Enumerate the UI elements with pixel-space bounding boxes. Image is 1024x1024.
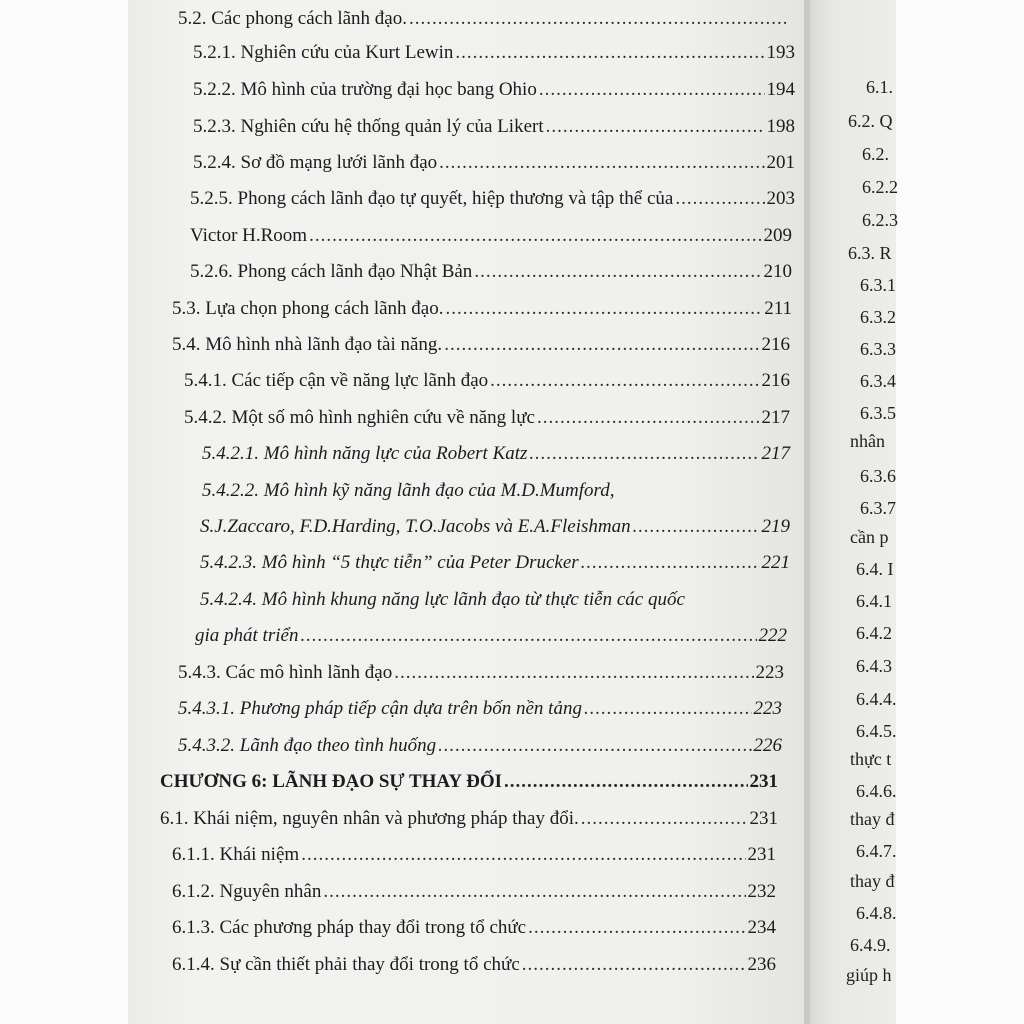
side-entry: cần p [850, 527, 889, 547]
side-entry: 6.2.3 [862, 210, 898, 230]
toc-entry: 5.4.1. Các tiếp cận về năng lực lãnh đạo ..... 216 [184, 370, 790, 392]
toc-entry: 5.2.5. Phong cách lãnh đạo tự quyết, hiệp thương và tập thể của ..... 203 [190, 188, 795, 210]
side-entry: thay đ [850, 809, 895, 829]
side-entry: 6.3.7 [860, 498, 896, 518]
side-entry: 6.4.9. [850, 935, 891, 955]
toc-entry: 6.1.3. Các phương pháp thay đổi trong tổ chức ..... 234 [172, 917, 776, 939]
side-entry: nhân [850, 431, 885, 451]
side-entry: 6.3.4 [860, 371, 896, 391]
right-background [896, 0, 1024, 1024]
toc-entry: 5.4.2.2. Mô hình kỹ năng lãnh đạo của M.D.Mumford, [202, 480, 615, 501]
side-entry: 6.1. [866, 77, 893, 97]
toc-entry: 5.4. Mô hình nhà lãnh đạo tài năng. ..... 216 [172, 334, 790, 356]
side-entry: 6.4.7. [856, 841, 897, 861]
left-background [0, 0, 128, 1024]
side-entry: 6.3.6 [860, 466, 896, 486]
toc-entry: 5.4.2.4. Mô hình khung năng lực lãnh đạo từ thực tiễn các quốc [200, 589, 685, 610]
side-entry: 6.3.2 [860, 307, 896, 327]
toc-entry: 5.2.6. Phong cách lãnh đạo Nhật Bản ..... 210 [190, 261, 792, 283]
side-entry: thực t [850, 749, 892, 769]
toc-entry: 5.2.1. Nghiên cứu của Kurt Lewin ..... 193 [193, 42, 795, 64]
toc-entry: gia phát triển ..... 222 [195, 625, 787, 647]
toc-entry: 5.3. Lựa chọn phong cách lãnh đạo. ..... 211 [172, 298, 792, 320]
side-entry: 6.4.1 [856, 591, 892, 611]
book-gutter [804, 0, 810, 1024]
toc-entry: 5.2. Các phong cách lãnh đạo. ..... [178, 8, 788, 30]
toc-entry: 5.4.3.1. Phương pháp tiếp cận dựa trên bốn nền tảng ..... 223 [178, 698, 782, 720]
toc-entry: 5.2.3. Nghiên cứu hệ thống quản lý của Likert ..... 198 [193, 116, 795, 138]
side-entry: 6.3.3 [860, 339, 896, 359]
toc-entry: 6.1.2. Nguyên nhân ..... 232 [172, 881, 776, 903]
toc-entry: 6.1.4. Sự cần thiết phải thay đổi trong tổ chức ..... 236 [172, 954, 776, 976]
toc-entry: 6.1.1. Khái niệm ..... 231 [172, 844, 776, 866]
toc-entry: 6.1. Khái niệm, nguyên nhân và phương pháp thay đổi. ..... 231 [160, 808, 778, 830]
chapter-heading: CHƯƠNG 6: LÃNH ĐẠO SỰ THAY ĐỔI ..... 231 [160, 771, 778, 793]
side-entry: 6.4.5. [856, 721, 897, 741]
toc-entry: Victor H.Room ..... 209 [190, 225, 792, 247]
side-entry: 6.4.6. [856, 781, 897, 801]
toc-entry: 5.4.2.3. Mô hình “5 thực tiễn” của Peter Drucker ..... 221 [200, 552, 790, 574]
side-entry: 6.3.1 [860, 275, 896, 295]
toc-entry: 5.4.3.2. Lãnh đạo theo tình huống ..... 226 [178, 735, 782, 757]
side-entry: 6.2. Q [848, 111, 893, 131]
side-entry: 6.4.2 [856, 623, 892, 643]
side-entry: giúp h [846, 965, 892, 985]
side-entry: 6.4.8. [856, 903, 897, 923]
toc-entry: 5.4.2. Một số mô hình nghiên cứu về năng lực ..... 217 [184, 407, 790, 429]
toc-entry: S.J.Zaccaro, F.D.Harding, T.O.Jacobs và E.A.Fleishman ..... 219 [200, 516, 790, 538]
side-entry: thay đ [850, 871, 895, 891]
toc-entry: 5.4.2.1. Mô hình năng lực của Robert Katz ..... 217 [202, 443, 790, 465]
side-entry: 6.2.2 [862, 177, 898, 197]
side-entry: 6.4. I [856, 559, 894, 579]
side-entry: 6.2. [862, 144, 889, 164]
side-entry: 6.4.3 [856, 656, 892, 676]
side-entry: 6.4.4. [856, 689, 897, 709]
toc-entry: 5.2.2. Mô hình của trường đại học bang Ohio ..... 194 [193, 79, 795, 101]
side-entry: 6.3. R [848, 243, 892, 263]
side-entry: 6.3.5 [860, 403, 896, 423]
toc-entry: 5.4.3. Các mô hình lãnh đạo ..... 223 [178, 662, 784, 684]
toc-entry: 5.2.4. Sơ đồ mạng lưới lãnh đạo ..... 201 [193, 152, 795, 174]
